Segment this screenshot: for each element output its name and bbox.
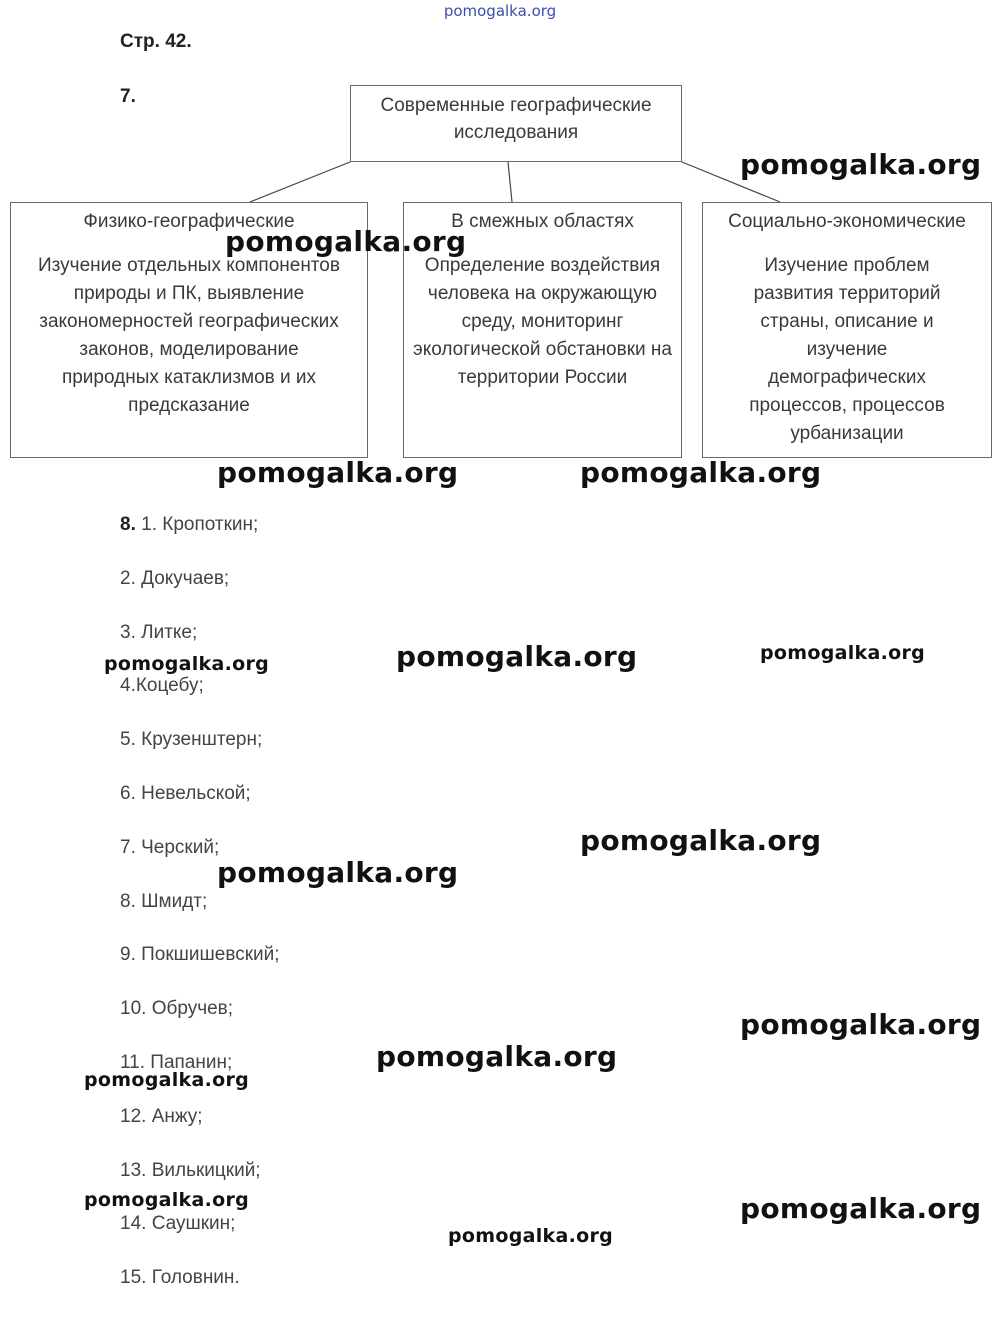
watermark: pomogalka.org bbox=[740, 1008, 982, 1041]
branch-body-socioeconomic: Изучение проблем развития территорий страны, описание и изучение демографических процессов, процессов урбанизации bbox=[749, 255, 945, 444]
list-item-text: 1. Кропоткин; bbox=[141, 514, 259, 535]
watermark: pomogalka.org bbox=[760, 642, 926, 664]
watermark: pomogalka.org bbox=[396, 640, 638, 673]
list-item: 6. Невельской; bbox=[120, 782, 251, 804]
watermark: pomogalka.org bbox=[84, 1189, 250, 1211]
page-number: Стр. 42. bbox=[120, 31, 192, 52]
watermark: pomogalka.org bbox=[448, 1225, 614, 1247]
watermark: pomogalka.org bbox=[225, 225, 467, 258]
watermark: pomogalka.org bbox=[740, 1192, 982, 1225]
watermark: pomogalka.org bbox=[84, 1069, 250, 1091]
branch-title-adjacent: В смежных областях bbox=[451, 211, 634, 232]
watermark: pomogalka.org bbox=[217, 456, 459, 489]
list-item: 7. Черский; bbox=[120, 836, 220, 858]
branch-title-socioeconomic: Социально-экономические bbox=[728, 211, 966, 232]
list-item: 9. Покшишевский; bbox=[120, 944, 280, 966]
list-item: 13. Вилькицкий; bbox=[120, 1159, 261, 1181]
top-watermark: pomogalka.org bbox=[443, 2, 557, 20]
list-item: 14. Саушкин; bbox=[120, 1213, 236, 1235]
list-item: 3. Литке; bbox=[120, 621, 198, 643]
branch-body-adjacent: Определение воздействия человека на окружающую среду, мониторинг экологической обстановки на территории России bbox=[413, 255, 672, 388]
watermark: pomogalka.org bbox=[580, 456, 822, 489]
watermark: pomogalka.org bbox=[376, 1040, 618, 1073]
task-7-label: 7. bbox=[120, 86, 136, 107]
list-item: 11. Папанин; bbox=[120, 1051, 233, 1073]
watermark: pomogalka.org bbox=[740, 148, 982, 181]
connector-middle bbox=[508, 162, 512, 202]
list-item: 2. Докучаев; bbox=[120, 567, 230, 589]
watermark: pomogalka.org bbox=[217, 856, 459, 889]
diagram-root-box bbox=[350, 85, 682, 162]
list-item: 15. Головнин. bbox=[120, 1267, 240, 1289]
list-item: 5. Крузенштерн; bbox=[120, 729, 263, 751]
branch-title-physical: Физико-географические bbox=[83, 211, 295, 232]
branch-body-physical: Изучение отдельных компонентов природы и ПК, выявление закономерностей географических законов, моделирование природных катаклизмов и их предсказание bbox=[38, 255, 340, 416]
list-item: 10. Обручев; bbox=[120, 998, 234, 1020]
diagram-root-label: Современные географические исследования bbox=[380, 95, 652, 143]
task-8-label: 8. bbox=[120, 514, 136, 535]
list-item: 4.Коцебу; bbox=[120, 675, 204, 697]
connector-left bbox=[250, 162, 350, 202]
branch-box-socioeconomic bbox=[702, 202, 992, 458]
list-item: 12. Анжу; bbox=[120, 1105, 203, 1127]
watermark: pomogalka.org bbox=[104, 653, 270, 675]
watermark: pomogalka.org bbox=[580, 824, 822, 857]
list-item bbox=[120, 510, 280, 564]
list-item: 8. Шмидт; bbox=[120, 890, 208, 912]
